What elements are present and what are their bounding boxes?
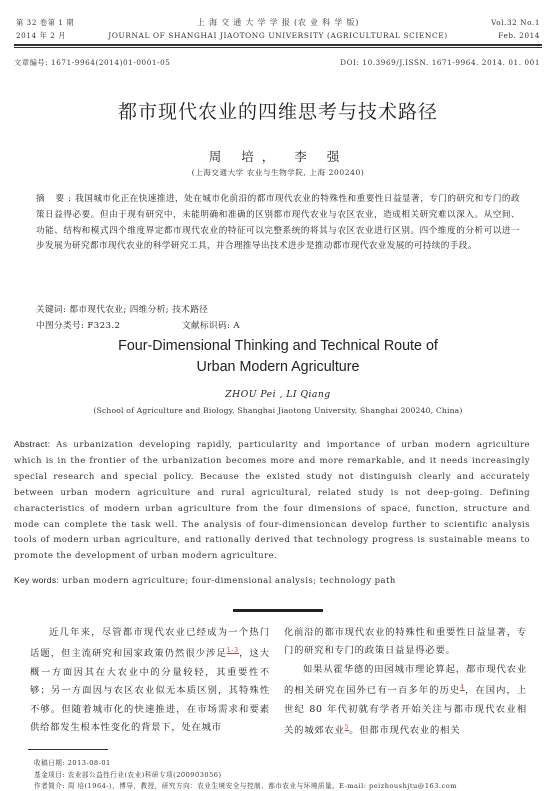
abstract-cn-text: 我国城市化正在快速推进，处在城市化前沿的都市现代农业的特殊性和重要性日益显著，专门的研究和专门的政策日益得必要。但由于现有研究中，未能明确和准确的区别都市现代农业与农区农业，造成相关研究难以深入。从空间、功能、结构和模式四个维度界定都市现代农业的特征可以完整系统的将其与农区农业进行区别。四个维度的分析可以进一步发展为研究都市现代农业的科学研究工具，并合理推导出技术进步是推动都市现代农业发展的可持续的手段。 [36, 194, 520, 252]
affiliation-en: (School of Agriculture and Biology, Shanghai Jiaotong University, Shanghai 200240, China) [93, 406, 463, 415]
authors-en: ZHOU Pei , LI Qiang [225, 389, 331, 400]
abstract-en-label: Abstract: [14, 439, 51, 449]
volume-issue: 第 32 卷第 1 期 [16, 18, 75, 27]
body-right-text-4: 。但都市现代农业的相关 [349, 725, 461, 737]
publication-date-en: Feb. 2014 [498, 31, 540, 40]
journal-title-en: JOURNAL OF SHANGHAI JIAOTONG UNIVERSITY (AGRICULTURAL SCIENCE) [108, 31, 448, 40]
citation-4: 4 [460, 684, 465, 692]
header-rule [14, 44, 542, 46]
citation-5: 5 [344, 724, 350, 732]
affiliation-cn: (上海交通大学 农业与生物学院, 上海 200240) [191, 168, 365, 177]
body-right-text-2: 如果从霍华德的田园城市理论算起，都市现代农业的相关研究在国外已有一百多年的历史 [284, 663, 527, 697]
author-bio: 作者简介: 周 培(1964-)，博导，教授，研究方向：农业生境安全与控制、都市农业与环境质量。E-mail: peizhoushjtu@163.com [34, 782, 457, 790]
volume-issue-en: Vol.32 No.1 [491, 18, 540, 27]
received-date: 收稿日期: 2013-08-01 [34, 759, 111, 767]
keywords-en [14, 573, 530, 590]
title-en-line-2: Urban Modern Agriculture [196, 359, 360, 375]
abstract-en [14, 437, 530, 565]
body-right-para-2 [284, 661, 527, 741]
clc-number: 中图分类号: F323.2 [36, 321, 121, 331]
section-separator [233, 609, 323, 612]
article-number: 文章编号: 1671-9964(2014)01-0001-05 [14, 58, 171, 67]
citation-1-3: 1-3 [226, 647, 239, 655]
funding: 基金项目: 农业部公益性行业(农业)科研专项(200903056) [34, 771, 222, 779]
keywords-en-label: Key words: [14, 575, 60, 585]
body-right-para-1: 化前沿的都市现代农业的特殊性和重要性日益显著，专门的研究和专门的政策日益显得必要。 [284, 627, 527, 657]
journal-title-cn: 上 海 交 通 大 学 学 报 (农 业 科 学 版) [196, 18, 360, 27]
doi: DOI: 10.3969/J.ISSN. 1671-9964. 2014. 01. 001 [340, 58, 540, 67]
document-code: 文献标识码: A [182, 321, 241, 331]
title-en-line-1: Four-Dimensional Thinking and Technical Route of [118, 338, 438, 354]
body-right-column [284, 624, 527, 741]
footnote-rule [28, 749, 108, 750]
keywords-cn: 关键词: 都市现代农业; 四维分析; 技术路径 [36, 305, 209, 315]
page-title: 都市现代农业的四维思考与技术路径 [117, 101, 438, 123]
body-left-column [30, 624, 270, 738]
body-right-text-3: ，在国内，上世纪 80 年代初就有学者开始关注与都市现代农业相关的城郊农业 [284, 685, 527, 737]
header-rule-thin [14, 47, 542, 48]
abstract-cn-label: 摘 要: [36, 194, 76, 204]
authors-cn: 周 培， 李 强 [208, 149, 348, 164]
abstract-cn [36, 192, 520, 255]
keywords-en-text: urban modern agriculture; four-dimensional analysis; technology path [59, 576, 396, 586]
body-left-text-2: ，这大概一方面因其在大农业中的分量较轻，其重要性不够；另一方面因与农区农业似无本质区别，其特殊性不够。但随着城市化的快速推进，在市场需求和要素供给都发生根本性变化的背景下，处在城市 [30, 648, 271, 734]
abstract-en-text: As urbanization developing rapidly, particularity and importance of urban modern agriculture which is in the frontier of the urbanization becomes more and more remarkable, and it needs increasingly special research and special policy. Because the existed study not distinguish clearly and accurately between urban modern agriculture and rural agricultural, related study is not deep-going. Defining characteristics of modern urban agriculture from the four dimensions of space, function, structure and mode can complete the task well. The analysis of four-dimensioncan develop further to scientific analysis tools of modern urban agriculture, and rationally derived that technology progress is sustainable means to promote the development of urban modern agriculture. [14, 440, 530, 562]
publication-date: 2014 年 2 月 [16, 31, 67, 40]
body-left-text-1: 近几年来，尽管都市现代农业已经成为一个热门话题，但主流研究和国家政策仍然很少涉足 [30, 627, 270, 660]
